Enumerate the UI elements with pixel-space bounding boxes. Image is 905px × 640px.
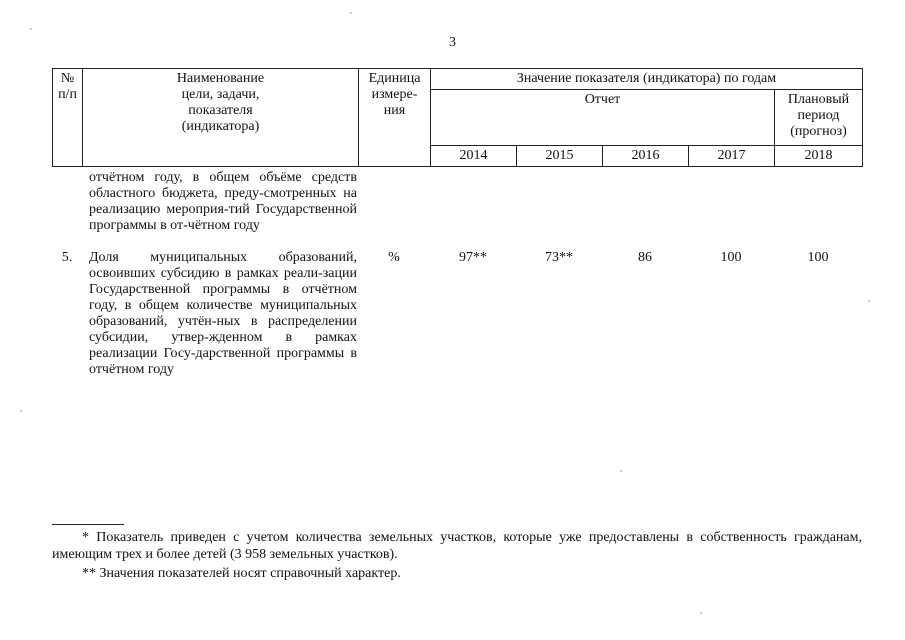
table-row xyxy=(52,250,862,378)
header-report: Отчет xyxy=(431,90,775,146)
footnote-divider xyxy=(52,524,124,525)
header-year: 2017 xyxy=(689,146,775,167)
row-value: 100 xyxy=(720,250,742,265)
row-name: Доля муниципальных образований, освоивших субсидию в рамках реали-зации Государственной программы в отчётном году, в общем количестве муниципальных образований, учтён-ных в распределении субсидии, утвер-жденном в рамках реализации Госу-дарственной программы в отчётном году xyxy=(89,250,357,377)
header-year: 2018 xyxy=(775,146,863,167)
footnote-1: * Показатель приведен с учетом количества земельных участков, которые уже предоставлены в собственность гражданам, имеющим трех и более детей (3 958 земельных участков). xyxy=(52,530,862,562)
header-year: 2014 xyxy=(431,146,517,167)
header-unit: Единица измере- ния xyxy=(359,69,431,167)
row-unit: % xyxy=(388,250,400,265)
header-year: 2015 xyxy=(517,146,603,167)
page-number: 3 xyxy=(449,35,456,50)
footnote-2: ** Значения показателей носят справочный характер. xyxy=(82,566,401,581)
header-number: № п/п xyxy=(53,69,83,167)
scan-speck xyxy=(30,28,32,30)
scan-speck xyxy=(20,410,22,412)
indicator-rows xyxy=(52,170,862,378)
header-values-by-year: Значение показателя (индикатора) по годам xyxy=(431,69,863,90)
header-plan-period: Плановый период (прогноз) xyxy=(775,90,863,146)
row-value: 86 xyxy=(638,250,652,265)
row-value: 100 xyxy=(807,250,829,265)
header-name: Наименование цели, задачи, показателя (индикатора) xyxy=(83,69,359,167)
scan-speck xyxy=(620,470,622,472)
indicator-table-header xyxy=(52,68,863,167)
scan-speck xyxy=(700,612,702,614)
row-number: 5. xyxy=(61,250,73,265)
header-year: 2016 xyxy=(603,146,689,167)
scan-speck xyxy=(868,300,870,302)
footnotes xyxy=(52,529,862,582)
row-value: 97** xyxy=(459,250,487,265)
row-name: отчётном году, в общем объёме средств областного бюджета, преду-смотренных на реализацию мероприя-тий Государственной программы в от-чётном году xyxy=(89,170,357,233)
row-value: 73** xyxy=(545,250,573,265)
scan-speck xyxy=(350,12,352,14)
table-row xyxy=(52,170,862,234)
